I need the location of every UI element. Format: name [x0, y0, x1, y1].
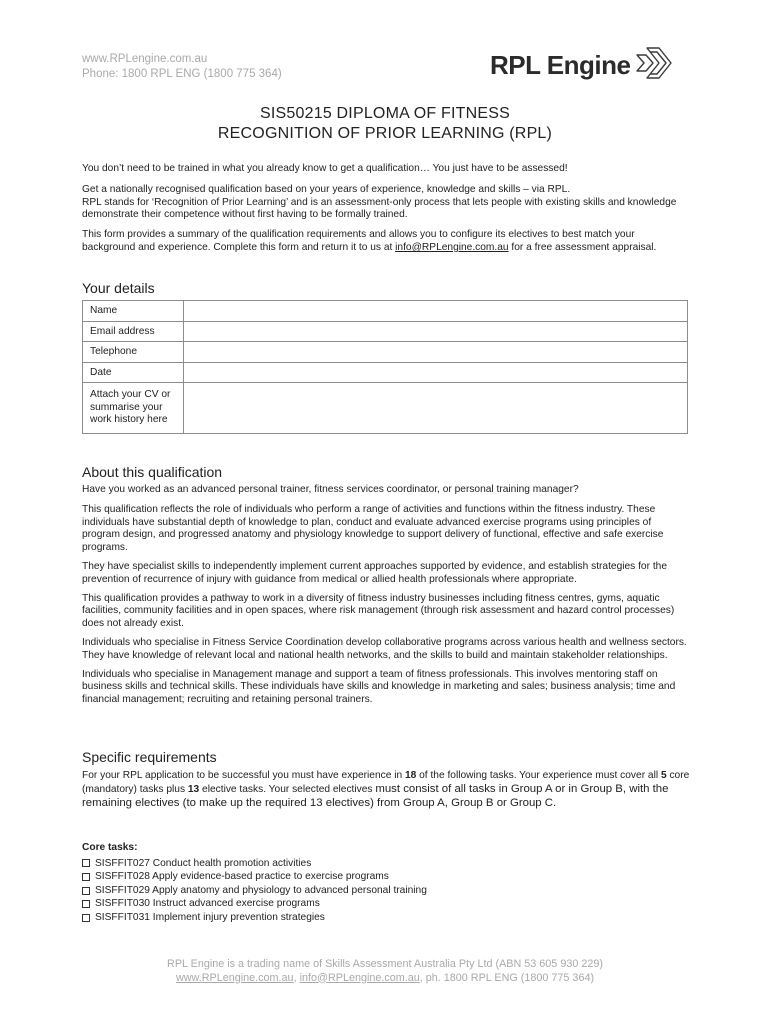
req-text-2: of the following tasks. Your experience must cover all: [416, 770, 661, 781]
telephone-label: Telephone: [83, 342, 184, 363]
intro-paragraph-2: [82, 184, 690, 222]
checkbox-icon[interactable]: [82, 887, 90, 895]
about-paragraph: They have specialist skills to independently implement current approaches supported by evidence, and establish strategies for the prevention of recurrence of injury with guidance from medical or allied health professionals where appropriate.: [82, 560, 667, 585]
footer-email-link[interactable]: info@RPLengine.com.au: [299, 971, 420, 984]
core-tasks-section: [82, 841, 427, 925]
checkbox-icon[interactable]: [82, 900, 90, 908]
about-paragraph: Individuals who specialise in Management manage and support a team of fitness professionals. This involves mentoring staff on business skills and technical skills. These individuals have skills and knowledge in marketing and sales; business analysis; time and financial management; recruiting and retaining personal trainers.: [82, 668, 676, 706]
details-row-cv: [83, 383, 688, 434]
contact-info: [82, 52, 282, 82]
intro-paragraph-2b: RPL stands for ‘Recognition of Prior Learning’ and is an assessment-only process that lets people with existing skills and knowledge demonstrate their competence without first having to be formally trained.: [82, 196, 677, 221]
checkbox-icon[interactable]: [82, 859, 90, 867]
logo-text: RPL Engine: [490, 50, 631, 80]
intro-paragraph-1: You don’t need to be trained in what you already know to get a qualification… You just have to be assessed!: [82, 163, 568, 174]
about-section: [82, 484, 690, 713]
telephone-field[interactable]: [184, 342, 688, 363]
about-paragraph: Have you worked as an advanced personal trainer, fitness services coordinator, or personal training manager?: [82, 484, 579, 495]
title-line-1: SIS50215 DIPLOMA OF FITNESS: [260, 105, 510, 122]
about-paragraph: Individuals who specialise in Fitness Service Coordination develop collaborative programs across various health and wellness sectors. They have knowledge of relevant local and national health networks, and the skills to build and maintain stakeholder relationships.: [82, 636, 687, 661]
cv-field[interactable]: [184, 383, 688, 434]
req-core-count: 5: [660, 770, 667, 781]
details-row-date: [83, 362, 688, 383]
req-total-count: 18: [404, 770, 417, 781]
core-task-label: SISFFIT031 Implement injury prevention strategies: [95, 911, 325, 923]
intro-paragraph-3: [82, 229, 690, 255]
core-task-item[interactable]: [82, 911, 427, 925]
about-paragraph: This qualification reflects the role of individuals who perform a range of activities and functions within the fitness industry. These individuals have substantial depth of knowledge to plan, conduct and evaluate advanced exercise programs using principles of program design, and progressed anatomy and physiology knowledge to support delivery of functional, effective and safe exercise programs.: [82, 503, 664, 554]
footer-contact-line: [0, 972, 770, 986]
intro-paragraph-2a: Get a nationally recognised qualification based on your years of experience, knowledge and skills – via RPL.: [82, 183, 571, 195]
rpl-engine-logo: [490, 44, 673, 87]
intro-p3-text: This form provides a summary of the qualification requirements and allows you to configure its electives to best match your background and experience. Complete this form and return it to us at: [82, 229, 635, 253]
core-task-label: SISFFIT029 Apply anatomy and physiology to advanced personal training: [95, 884, 427, 896]
header-website[interactable]: www.RPLengine.com.au: [82, 53, 208, 65]
name-label: Name: [83, 301, 184, 322]
intro-section: [82, 163, 690, 261]
chevron-arrows-logo-icon: [633, 44, 673, 87]
contact-email-link[interactable]: info@RPLengine.com.au: [395, 241, 509, 253]
about-heading: About this qualification: [82, 464, 223, 480]
details-table: [82, 300, 688, 434]
core-task-item[interactable]: [82, 884, 427, 898]
details-row-name: [83, 301, 688, 322]
cv-label: Attach your CV or summarise your work history here: [83, 383, 184, 434]
req-text-5: must consist of all tasks in Group A or in Group B, with the remaining electives (to make up the required 13 electives) from Group A, Group B or Group C.: [82, 783, 669, 809]
name-field[interactable]: [184, 301, 688, 322]
req-text-3: core (mandatory) tasks plus: [82, 770, 690, 795]
req-text-1: For your RPL application to be successful you must have experience in: [82, 770, 405, 781]
core-task-label: SISFFIT028 Apply evidence-based practice to exercise programs: [95, 871, 389, 883]
requirements-heading: Specific requirements: [82, 749, 217, 765]
header-phone: Phone: 1800 RPL ENG (1800 775 364): [82, 68, 282, 80]
core-task-label: SISFFIT027 Conduct health promotion activities: [95, 857, 312, 869]
your-details-heading: Your details: [82, 280, 155, 296]
email-label: Email address: [83, 321, 184, 342]
details-row-telephone: [83, 342, 688, 363]
footer-legal-line: RPL Engine is a trading name of Skills Assessment Australia Pty Ltd (ABN 53 605 930 229): [167, 958, 603, 970]
core-task-item[interactable]: [82, 857, 427, 871]
requirements-section: [82, 769, 690, 816]
footer-separator: ,: [293, 971, 300, 984]
title-line-2: RECOGNITION OF PRIOR LEARNING (RPL): [217, 125, 553, 142]
checkbox-icon[interactable]: [82, 873, 90, 881]
about-paragraph: This qualification provides a pathway to work in a diversity of fitness industry businesses including fitness centres, gyms, aquatic facilities, community facilities and in open spaces, where risk management (through risk assessment and hazard control processes) does not already exist.: [82, 592, 675, 630]
page-footer: [0, 958, 770, 985]
core-task-item[interactable]: [82, 870, 427, 884]
core-tasks-heading: Core tasks:: [82, 842, 138, 853]
document-title: [0, 104, 770, 144]
req-text-4: elective tasks. Your selected electives: [199, 784, 376, 795]
details-row-email: [83, 321, 688, 342]
intro-p3-tail: for a free assessment appraisal.: [508, 241, 657, 253]
req-elective-count: 13: [187, 784, 200, 795]
date-label: Date: [83, 362, 184, 383]
footer-website-link[interactable]: www.RPLengine.com.au: [175, 971, 294, 984]
core-task-label: SISFFIT030 Instruct advanced exercise programs: [95, 898, 320, 910]
checkbox-icon[interactable]: [82, 914, 90, 922]
core-task-item[interactable]: [82, 897, 427, 911]
email-field[interactable]: [184, 321, 688, 342]
date-field[interactable]: [184, 362, 688, 383]
requirements-paragraph: [82, 769, 690, 810]
footer-phone: , ph. 1800 RPL ENG (1800 775 364): [419, 971, 595, 984]
